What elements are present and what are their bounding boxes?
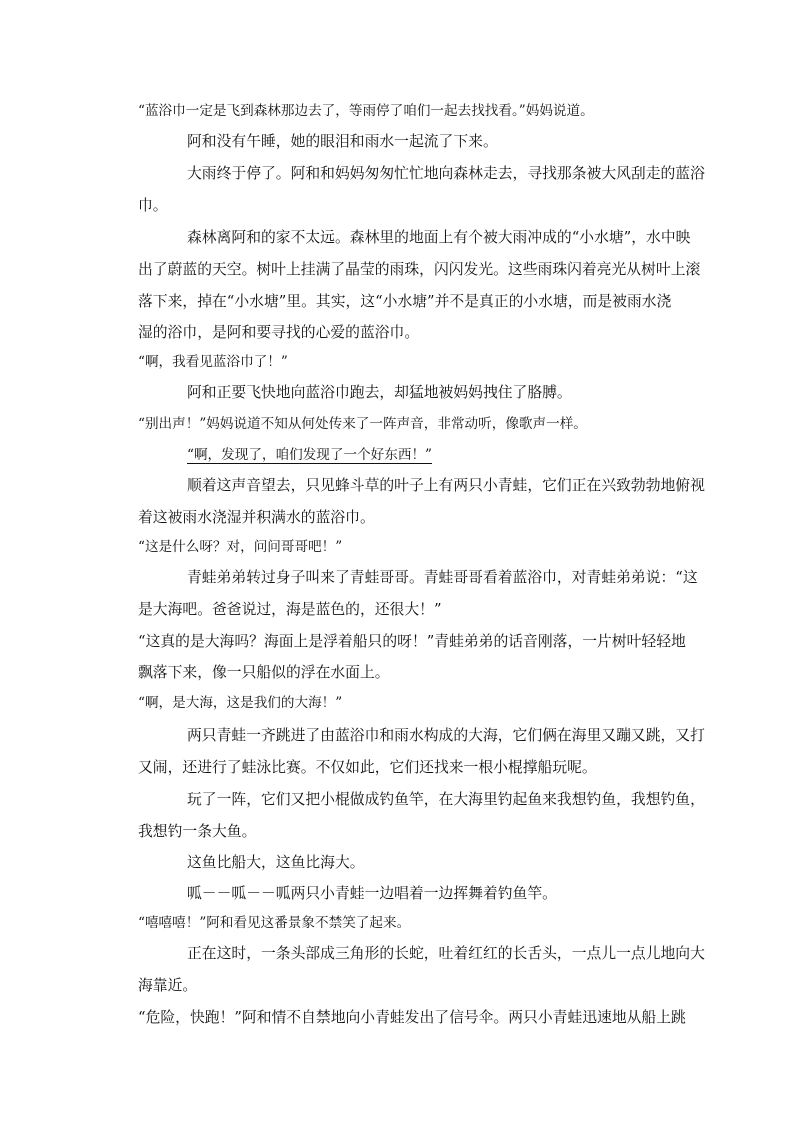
text-line: 又闹，还进行了蛙泳比赛。不仅如此，它们还找来一根小棍撑船玩呢。 [138, 759, 597, 776]
text-line-underlined: “啊，发现了，咱们发现了一个好东西！” [187, 447, 432, 463]
text-line: 顺着这声音望去，只见蜂斗草的叶子上有两只小青蛙，它们正在兴致勃勃地俯视 [187, 477, 705, 494]
text-line: 是大海吧。爸爸说过，海是蓝色的，还很大！” [138, 601, 442, 618]
text-line: “这真的是大海吗？海面上是浮着船只的呀！”青蛙弟弟的话音刚落，一片树叶轻轻地 [138, 633, 686, 650]
text-line: “蓝浴巾一定是飞到森林那边去了，等雨停了咱们一起去找找看。”妈妈说道。 [138, 103, 594, 119]
text-line: 落下来，掉在“小水塘”里。其实，这“小水塘”并不是真正的小水塘，而是被雨水浇 [138, 293, 672, 310]
text-line: 阿和没有午睡，她的眼泪和雨水一起流了下来。 [187, 133, 498, 150]
text-line: 大雨终于停了。阿和和妈妈匆匆忙忙地向森林走去，寻找那条被大风刮走的蓝浴 [187, 165, 705, 182]
text-line: “这是什么呀？对，问问哥哥吧！” [138, 539, 343, 555]
text-line: 这鱼比船大，这鱼比海大。 [187, 854, 365, 871]
text-line: 湿的浴巾，是阿和要寻找的心爱的蓝浴巾。 [138, 324, 420, 341]
text-line: “啊，是大海，这是我们的大海！” [138, 695, 343, 711]
text-line: 着这被雨水浇湿并积满水的蓝浴巾。 [138, 509, 375, 526]
text-line: 巾。 [138, 197, 168, 214]
text-line: 飘落下来，像一只船似的浮在水面上。 [138, 664, 390, 681]
text-line: 阿和正要飞快地向蓝浴巾跑去，却猛地被妈妈拽住了胳膊。 [187, 384, 572, 401]
text-line: 出了蔚蓝的天空。树叶上挂满了晶莹的雨珠，闪闪发光。这些雨珠闪着亮光从树叶上滚 [138, 261, 701, 278]
text-line: “嘻嘻嘻！”阿和看见这番景象不禁笑了起来。 [138, 915, 411, 931]
text-line: 正在这时，一条头部成三角形的长蛇，吐着红红的长舌头，一点儿一点儿地向大 [187, 945, 705, 962]
text-line: 海靠近。 [138, 977, 198, 994]
text-line: 青蛙弟弟转过身子叫来了青蛙哥哥。青蛙哥哥看着蓝浴巾，对青蛙弟弟说：“这 [187, 569, 698, 586]
text-line: “危险，快跑！”阿和情不自禁地向小青蛙发出了信号伞。两只小青蛙迅速地从船上跳 [138, 1009, 686, 1026]
text-line: 森林离阿和的家不太远。森林里的地面上有个被大雨冲成的“小水塘”，水中映 [187, 229, 691, 246]
text-line: “别出声！”妈妈说道不知从何处传来了一阵声音，非常动听，像歌声一样。 [138, 416, 587, 432]
text-line: “啊，我看见蓝浴巾了！” [138, 354, 288, 370]
text-line: 我想钓一条大鱼。 [138, 823, 257, 840]
text-line: 呱－－呱－－呱两只小青蛙一边唱着一边挥舞着钓鱼竿。 [187, 885, 557, 902]
text-line: 玩了一阵，它们又把小棍做成钓鱼竿，在大海里钓起鱼来我想钓鱼，我想钓鱼， [187, 791, 705, 808]
text-line: 两只青蛙一齐跳进了由蓝浴巾和雨水构成的大海，它们俩在海里又蹦又跳，又打 [187, 727, 705, 744]
